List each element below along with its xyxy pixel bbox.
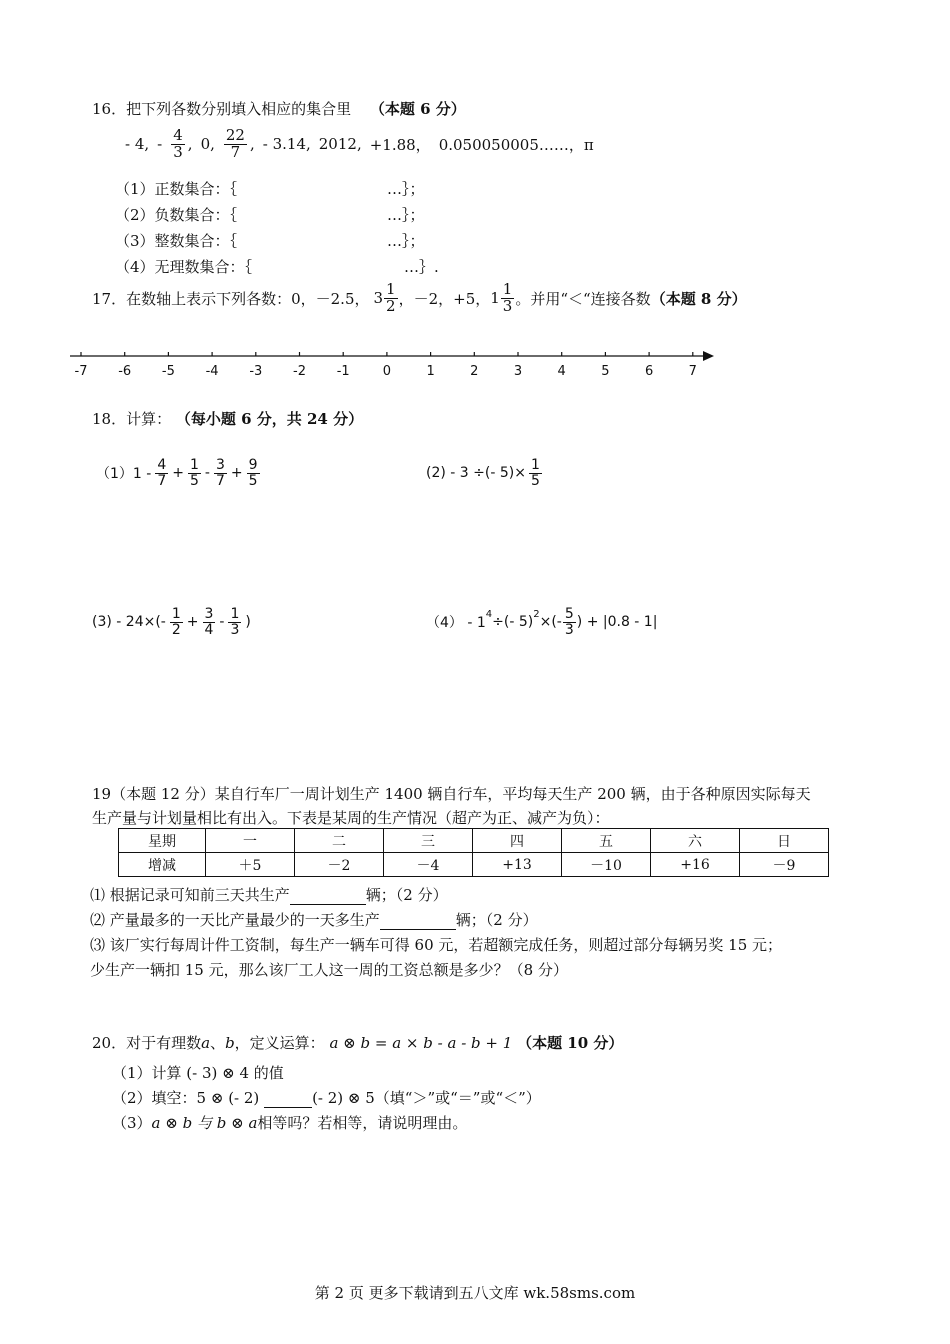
q17-text-1: 17．在数轴上表示下列各数：0，－2.5， bbox=[92, 289, 370, 308]
q20-points: （本题 10 分） bbox=[517, 1034, 624, 1052]
set-end: …｝； bbox=[387, 232, 425, 250]
q19-sub-1-text: ⑴ 根据记录可知前三天共生产 bbox=[90, 886, 290, 904]
q18-heading bbox=[92, 408, 363, 429]
table-row bbox=[119, 829, 829, 853]
q20-part-2-blank[interactable] bbox=[264, 1089, 312, 1108]
p2-label: (2) - 3 ÷(- 5)× bbox=[426, 465, 526, 482]
number-line bbox=[0, 340, 950, 380]
p3-frac-1: $\frac{1}{2}$ bbox=[171, 606, 181, 638]
table-cell: +13 bbox=[473, 853, 562, 877]
q17-points: （本题 8 分） bbox=[650, 289, 747, 308]
q16-num-8: 0.050050005……，π bbox=[438, 135, 594, 154]
q17-mixed-2: 1 $\frac{1}{3}$ bbox=[490, 280, 513, 315]
table-cell: 星期 bbox=[119, 829, 206, 853]
q18-problem-4 bbox=[426, 607, 657, 637]
q16-num-3: 0, bbox=[200, 135, 215, 154]
set-end: …｝； bbox=[387, 180, 425, 198]
p1-frac-4: $\frac{9}{5}$ bbox=[248, 457, 258, 489]
p4-mid-2: ×(- bbox=[539, 614, 562, 631]
q19-sub-3-line-1: ⑶ 该厂实行每周计件工资制，每生产一辆车可得 60 元，若超额完成任务，则超过部分每辆另奖 15 元； bbox=[90, 936, 783, 954]
tick-label: -2 bbox=[293, 364, 306, 379]
q17-text-3: 。并用“＜“连接各数 bbox=[515, 289, 651, 308]
p1-op: + bbox=[230, 465, 243, 482]
q19-sub-1 bbox=[90, 884, 448, 905]
q16-set-3 bbox=[115, 230, 425, 251]
mixed-whole: 3 bbox=[373, 289, 384, 308]
set-end: …｝. bbox=[404, 258, 439, 276]
tick-label: 0 bbox=[382, 364, 392, 379]
table-cell: +16 bbox=[651, 853, 740, 877]
q19-sub-2-blank[interactable] bbox=[380, 911, 456, 930]
p3-op: - bbox=[219, 614, 225, 631]
tick-label: 6 bbox=[644, 364, 654, 379]
q16-num-6: 2012, bbox=[318, 135, 362, 154]
q20-var-b: b bbox=[225, 1034, 235, 1052]
q16-set-1 bbox=[115, 178, 425, 199]
q19-sub-2 bbox=[90, 909, 538, 930]
table-cell: ＋5 bbox=[206, 853, 295, 877]
q20-var-a: a bbox=[201, 1034, 211, 1052]
q16-num-2-frac: $\frac{4}{3}$ bbox=[173, 126, 183, 161]
q16-numbers bbox=[125, 128, 594, 161]
tick-label: 7 bbox=[688, 364, 697, 379]
q19-sub-1-blank[interactable] bbox=[290, 886, 366, 905]
tick-label: 4 bbox=[557, 364, 566, 379]
table-cell: 日 bbox=[740, 829, 829, 853]
tick-label: -3 bbox=[249, 364, 263, 379]
set-label: （1）正数集合：｛ bbox=[115, 180, 238, 198]
p2-frac: $\frac{1}{5}$ bbox=[530, 457, 540, 489]
q18-problem-3 bbox=[92, 607, 251, 637]
p4-tail: ) + |0.8 - 1| bbox=[576, 614, 658, 631]
q19-sub-3-line-2: 少生产一辆扣 15 元，那么该厂工人这一周的工资总额是多少？（8 分） bbox=[90, 961, 568, 979]
tick-label: -7 bbox=[74, 364, 88, 379]
q16-points: （本题 6 分） bbox=[369, 100, 466, 118]
q20-def: ，定义运算： bbox=[234, 1034, 325, 1052]
q20-part-3-label: （3） bbox=[112, 1114, 152, 1132]
q16-heading bbox=[92, 98, 466, 119]
q16-num-4-tail: , bbox=[249, 135, 255, 154]
q20-part-1: （1）计算 (- 3) ⊗ 4 的值 bbox=[112, 1064, 284, 1082]
q18-points: （每小题 6 分，共 24 分） bbox=[175, 410, 364, 428]
tick-label: 1 bbox=[426, 364, 435, 379]
q20-sep: 、 bbox=[210, 1034, 226, 1052]
table-cell: －2 bbox=[295, 853, 384, 877]
q16-num-7: +1.88， bbox=[369, 135, 431, 154]
q19-sub-2-end: 辆；（2 分） bbox=[455, 911, 538, 929]
tick-label: 5 bbox=[601, 364, 610, 379]
q19-line-2: 生产量与计划量相比有出入。下表是某周的生产情况（超产为正、减产为负）： bbox=[92, 809, 610, 827]
table-row bbox=[119, 853, 829, 877]
set-label: （2）负数集合：｛ bbox=[115, 206, 238, 224]
q17-mixed-1: 3 $\frac{1}{2}$ bbox=[373, 280, 396, 315]
set-label: （3）整数集合：｛ bbox=[115, 232, 238, 250]
tick-label: -1 bbox=[336, 364, 350, 379]
p4-mid: ÷(- 5) bbox=[492, 614, 534, 631]
q17-heading bbox=[92, 282, 747, 315]
p1-op: + bbox=[172, 465, 184, 482]
mixed-whole: 1 bbox=[490, 289, 500, 308]
table-cell: 一 bbox=[206, 829, 295, 853]
table-cell: 增减 bbox=[119, 853, 206, 877]
table-cell: 六 bbox=[651, 829, 740, 853]
q16-set-4 bbox=[115, 256, 439, 277]
table-cell: 五 bbox=[562, 829, 651, 853]
p1-frac-3: $\frac{3}{7}$ bbox=[215, 457, 225, 489]
q16-title: 16．把下列各数分别填入相应的集合里 bbox=[92, 100, 352, 118]
q17-text-2: ，－2，+5， bbox=[398, 289, 491, 308]
p1-label: （1）1 - bbox=[96, 466, 152, 483]
p3-label: (3) - 24×(- bbox=[92, 614, 166, 631]
table-cell: 二 bbox=[295, 829, 384, 853]
q20-part-3-formula: a ⊗ b 与 b ⊗ a bbox=[151, 1114, 258, 1132]
table-cell: 四 bbox=[473, 829, 562, 853]
tick-label: -5 bbox=[161, 364, 175, 379]
q18-problem-1 bbox=[96, 458, 261, 488]
tick-label: 2 bbox=[470, 364, 479, 379]
set-label: （4）无理数集合：｛ bbox=[115, 258, 253, 276]
q20-part-2-end: (- 2) ⊗ 5（填“＞”或“＝”或“＜”） bbox=[312, 1089, 541, 1107]
p4-exp-2: 2 bbox=[533, 608, 540, 620]
q20-part-3-text: 相等吗？若相等，请说明理由。 bbox=[257, 1114, 468, 1132]
p3-frac-3: $\frac{1}{3}$ bbox=[230, 606, 240, 638]
page-footer: 第 2 页 更多下载请到五八文库 wk.58sms.com bbox=[314, 1284, 636, 1302]
q16-num-1: - 4, bbox=[125, 135, 150, 154]
table-cell: －4 bbox=[384, 853, 473, 877]
q20-text: 20．对于有理数 bbox=[92, 1034, 202, 1052]
q20-part-3 bbox=[112, 1112, 467, 1133]
q19-line-1: 19（本题 12 分）某自行车厂一周计划生产 1400 辆自行车，平均每天生产 200 辆，由于各种原因实际每天 bbox=[92, 785, 811, 803]
q20-part-2 bbox=[112, 1087, 541, 1108]
q16-set-2 bbox=[115, 204, 425, 225]
p4-frac: $\frac{5}{3}$ bbox=[564, 606, 574, 638]
p3-tail: ) bbox=[245, 614, 251, 631]
table-cell: －9 bbox=[740, 853, 829, 877]
tick-label: -6 bbox=[118, 364, 132, 379]
tick-label: 3 bbox=[513, 364, 523, 379]
p4-label: （4） - 1 bbox=[426, 615, 486, 632]
q18-problem-2 bbox=[426, 458, 543, 488]
q16-num-2-tail: , bbox=[187, 135, 193, 154]
p3-op: + bbox=[186, 614, 199, 631]
table-cell: －10 bbox=[562, 853, 651, 877]
q20-part-2-text: （2）填空：5 ⊗ (- 2) bbox=[112, 1089, 260, 1107]
set-end: …｝； bbox=[387, 206, 425, 224]
p3-frac-2: $\frac{3}{4}$ bbox=[204, 606, 214, 638]
p1-frac-1: $\frac{4}{7}$ bbox=[157, 457, 167, 489]
q16-num-4-frac: $\frac{22}{7}$ bbox=[225, 126, 245, 161]
p1-op: - bbox=[204, 465, 210, 482]
q16-num-5: - 3.14, bbox=[262, 135, 311, 154]
q20-heading bbox=[92, 1032, 623, 1053]
p1-frac-2: $\frac{1}{5}$ bbox=[189, 457, 199, 489]
q19-sub-2-text: ⑵ 产量最多的一天比产量最少的一天多生产 bbox=[90, 911, 380, 929]
q18-title: 18．计算： bbox=[92, 410, 172, 428]
q19-sub-1-end: 辆；（2 分） bbox=[365, 886, 448, 904]
production-table bbox=[118, 828, 829, 877]
q16-num-2-sign: - bbox=[157, 135, 163, 154]
number-line-arrow bbox=[703, 351, 714, 361]
tick-label: -4 bbox=[205, 364, 219, 379]
p4-exp-1: 4 bbox=[485, 608, 493, 620]
table-cell: 三 bbox=[384, 829, 473, 853]
q20-formula: a ⊗ b = a × b - a - b + 1 bbox=[329, 1034, 513, 1052]
